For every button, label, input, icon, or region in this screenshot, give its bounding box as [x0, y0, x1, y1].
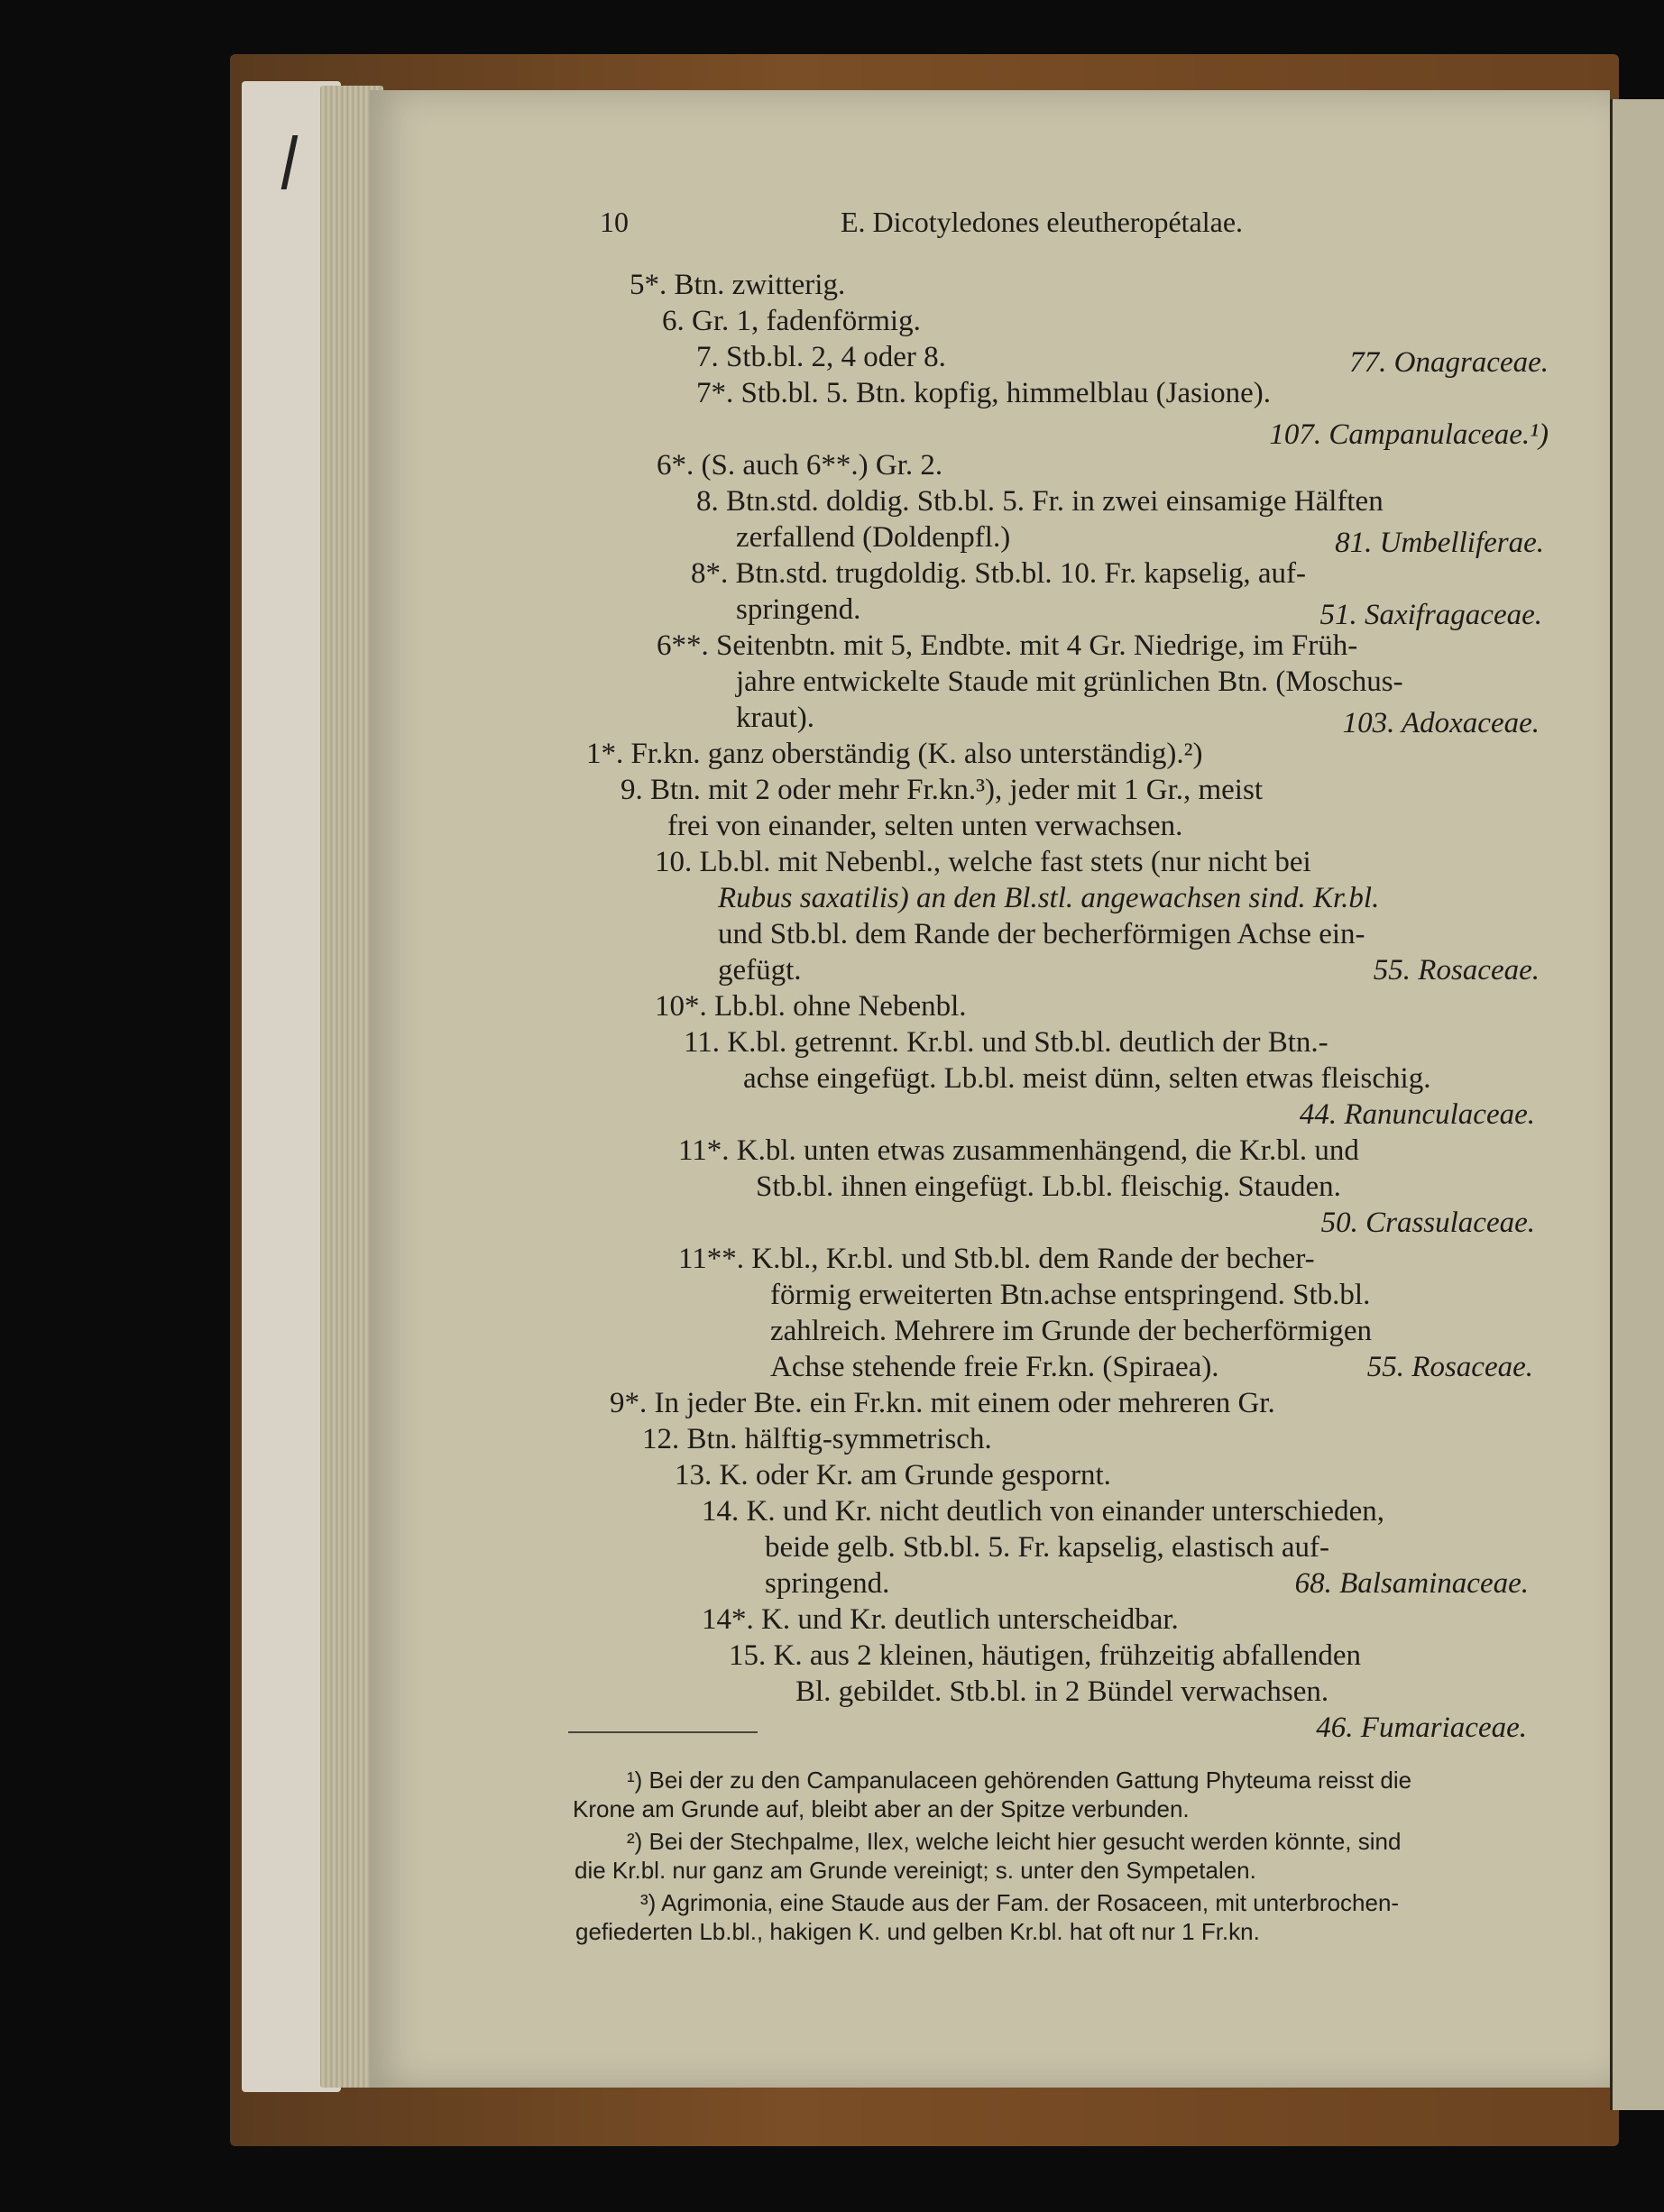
key-line: achse eingefügt. Lb.bl. meist dünn, selten etwas fleischig.	[743, 1062, 1431, 1095]
key-line: 11. K.bl. getrennt. Kr.bl. und Stb.bl. deutlich der Btn.-	[684, 1026, 1328, 1059]
footnote-line: ²) Bei der Stechpalme, Ilex, welche leicht hier gesucht werden könnte, sind	[627, 1828, 1402, 1855]
key-line: und Stb.bl. dem Rande der becherförmigen Achse ein-	[718, 918, 1365, 950]
key-line: gefügt.	[718, 954, 802, 987]
key-line: 9*. In jeder Bte. ein Fr.kn. mit einem oder mehreren Gr.	[610, 1387, 1275, 1419]
key-line: 7. Stb.bl. 2, 4 oder 8.	[696, 341, 946, 373]
key-line: 14. K. und Kr. nicht deutlich von einander unterschieden,	[702, 1495, 1384, 1528]
key-line: Bl. gebildet. Stb.bl. in 2 Bündel verwachsen.	[795, 1675, 1329, 1708]
key-line: 11*. K.bl. unten etwas zusammenhängend, die Kr.bl. und	[678, 1134, 1359, 1167]
key-line: Rubus saxatilis) an den Bl.stl. angewachsen sind. Kr.bl.	[718, 882, 1380, 914]
key-line: 11**. K.bl., Kr.bl. und Stb.bl. dem Rande der becher-	[678, 1243, 1315, 1275]
family-name: 107. Campanulaceae.¹)	[1269, 418, 1549, 451]
footnote-line: ¹) Bei der zu den Campanulaceen gehörenden Gattung Phyteuma reisst die	[627, 1767, 1412, 1794]
footnote-line: ³) Agrimonia, eine Staude aus der Fam. der Rosaceen, mit unterbrochen-	[640, 1889, 1400, 1916]
key-line: 9. Btn. mit 2 oder mehr Fr.kn.³), jeder mit 1 Gr., meist	[621, 774, 1263, 806]
family-name: 51. Saxifragaceae.	[1319, 599, 1542, 631]
key-line: 6**. Seitenbtn. mit 5, Endbte. mit 4 Gr. Niedrige, im Früh-	[657, 629, 1358, 662]
key-line: zerfallend (Doldenpfl.)	[736, 521, 1011, 554]
key-line: 7*. Stb.bl. 5. Btn. kopfig, himmelblau (Jasione).	[696, 377, 1272, 409]
key-line: 12. Btn. hälftig-symmetrisch.	[642, 1423, 992, 1455]
key-line: 6. Gr. 1, fadenförmig.	[662, 305, 921, 337]
family-name: 46. Fumariaceae.	[1316, 1712, 1527, 1744]
key-line: jahre entwickelte Staude mit grünlichen Btn. (Moschus-	[736, 665, 1403, 698]
key-line: 8. Btn.std. doldig. Stb.bl. 5. Fr. in zwei einsamige Hälften	[696, 485, 1384, 518]
key-line: 10. Lb.bl. mit Nebenbl., welche fast stets (nur nicht bei	[655, 846, 1311, 878]
facing-page-edge	[1610, 99, 1664, 2110]
footnote-line: gefiederten Lb.bl., hakigen K. und gelben Kr.bl. hat oft nur 1 Fr.kn.	[575, 1918, 1260, 1945]
family-name: 103. Adoxaceae.	[1342, 707, 1540, 739]
key-line: springend.	[736, 593, 861, 626]
page-number: 10	[600, 206, 629, 238]
family-name: 81. Umbelliferae.	[1335, 527, 1544, 559]
family-name: 55. Rosaceae.	[1366, 1351, 1533, 1383]
key-line: frei von einander, selten unten verwachsen.	[667, 810, 1183, 842]
footnote-line: Krone am Grunde auf, bleibt aber an der Spitze verbunden.	[573, 1795, 1190, 1822]
key-line: beide gelb. Stb.bl. 5. Fr. kapselig, elastisch auf-	[765, 1531, 1329, 1564]
key-line: 13. K. oder Kr. am Grunde gespornt.	[675, 1459, 1111, 1491]
key-line: 5*. Btn. zwitterig.	[630, 269, 846, 301]
key-line: kraut).	[736, 702, 815, 734]
key-line: 10*. Lb.bl. ohne Nebenbl.	[655, 990, 967, 1023]
key-line: 8*. Btn.std. trugdoldig. Stb.bl. 10. Fr. kapselig, auf-	[691, 557, 1306, 590]
running-title: E. Dicotyledones eleutheropétalae.	[841, 206, 1244, 238]
family-name: 44. Ranunculaceae.	[1299, 1098, 1535, 1131]
key-line: 14*. K. und Kr. deutlich unterscheidbar.	[702, 1603, 1179, 1636]
key-line: 15. K. aus 2 kleinen, häutigen, frühzeitig abfallenden	[729, 1639, 1362, 1672]
key-line: springend.	[765, 1567, 890, 1600]
key-line: Stb.bl. ihnen eingefügt. Lb.bl. fleischig. Stauden.	[756, 1170, 1341, 1203]
family-name: 77. Onagraceae.	[1349, 346, 1549, 379]
family-name: 68. Balsaminaceae.	[1294, 1567, 1529, 1600]
family-name: 50. Crassulaceae.	[1320, 1207, 1535, 1239]
family-name: 55. Rosaceae.	[1373, 954, 1540, 987]
key-line: förmig erweiterten Btn.achse entspringend. Stb.bl.	[770, 1279, 1371, 1311]
key-line: 6*. (S. auch 6**.) Gr. 2.	[657, 449, 943, 482]
footnote-line: die Kr.bl. nur ganz am Grunde vereinigt; s. unter den Sympetalen.	[575, 1857, 1256, 1884]
key-line: 1*. Fr.kn. ganz oberständig (K. also unterständig).²)	[586, 738, 1203, 770]
key-line: zahlreich. Mehrere im Grunde der becherförmigen	[770, 1315, 1373, 1347]
key-line: Achse stehende freie Fr.kn. (Spiraea).	[770, 1351, 1219, 1383]
footnote-rule	[568, 1731, 758, 1733]
